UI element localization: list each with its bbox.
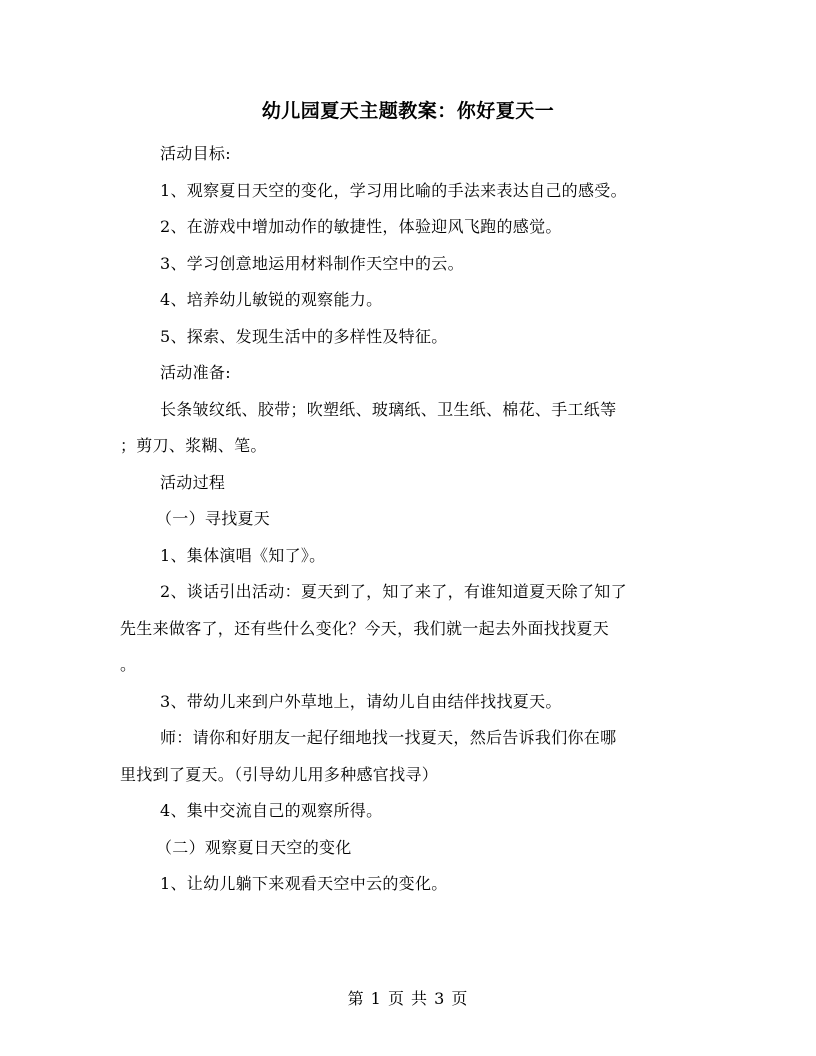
section-heading-process: 活动过程 <box>160 472 226 492</box>
preparation-text-line-2: ；剪刀、浆糊、笔。 <box>120 436 267 455</box>
subsection-heading-observe-sky: （二）观察夏日天空的变化 <box>156 837 352 857</box>
process-item-2-line-2: 先生来做客了，还有些什么变化？今天，我们就一起去外面找找夏天 <box>120 618 610 638</box>
teacher-text-line-1: 师：请你和好朋友一起仔细地找一找夏天，然后告诉我们你在哪 <box>160 728 617 747</box>
process-item-2-line-3: 。 <box>120 655 137 674</box>
goal-item-5: 5、探索、发现生活中的多样性及特征。 <box>160 326 448 346</box>
subsection-heading-find-summer: （一）寻找夏天 <box>156 509 271 528</box>
section-heading-preparation: 活动准备: <box>160 363 231 382</box>
observe-item-1: 1、让幼儿躺下来观看天空中云的变化。 <box>160 874 448 893</box>
process-item-3: 3、带幼儿来到户外草地上，请幼儿自由结伴找找夏天。 <box>160 691 562 711</box>
page-number-footer: 第 1 页 共 3 页 <box>347 989 469 1008</box>
goal-item-3: 3、学习创意地运用材料制作天空中的云。 <box>160 253 464 273</box>
section-heading-goals: 活动目标: <box>160 144 231 163</box>
document-body <box>120 136 700 903</box>
preparation-text-line-1: 长条皱纹纸、胶带；吹塑纸、玻璃纸、卫生纸、棉花、手工纸等 <box>160 399 617 419</box>
process-item-1: 1、集体演唱《知了》。 <box>160 545 326 565</box>
document-title: 幼儿园夏天主题教案：你好夏天一 <box>261 100 555 122</box>
process-item-2-line-1: 2、谈话引出活动：夏天到了，知了来了，有谁知道夏天除了知了 <box>160 582 627 601</box>
goal-item-1: 1、观察夏日天空的变化，学习用比喻的手法来表达自己的感受。 <box>160 180 627 200</box>
goal-item-2: 2、在游戏中增加动作的敏捷性，体验迎风飞跑的感觉。 <box>160 217 562 236</box>
process-item-4: 4、集中交流自己的观察所得。 <box>160 801 383 820</box>
teacher-text-line-2: 里找到了夏天。（引导幼儿用多种感官找寻） <box>120 764 439 784</box>
goal-item-4: 4、培养幼儿敏锐的观察能力。 <box>160 290 383 309</box>
